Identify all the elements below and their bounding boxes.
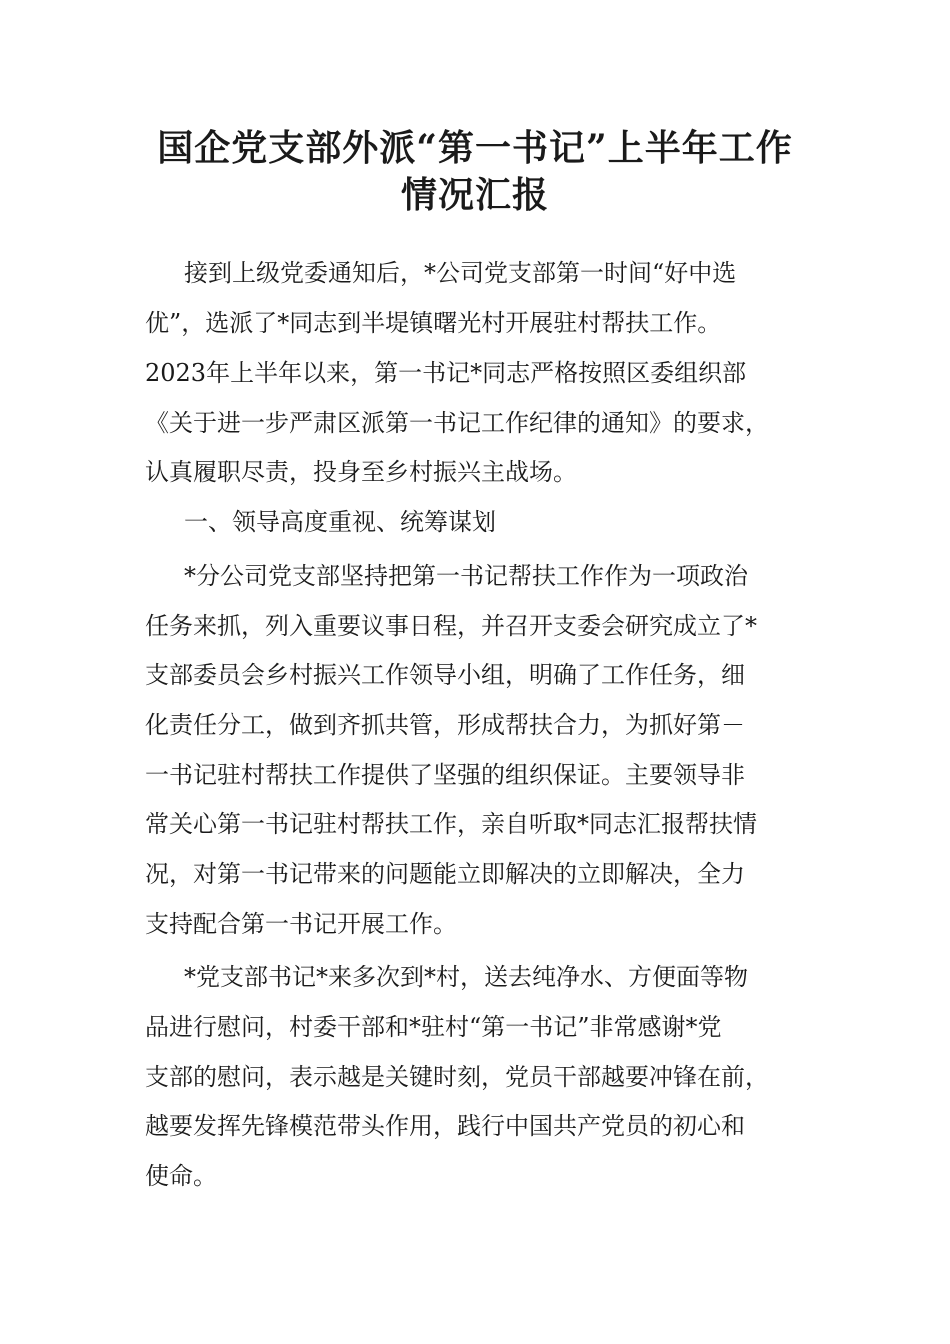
paragraph-1-line-2 bbox=[0, 298, 950, 348]
text-line: 常关心第一书记驻村帮扶工作，亲自听取*同志汇报帮扶情 bbox=[145, 810, 757, 838]
text-line: 化责任分工，做到齐抓共管，形成帮扶合力，为抓好第－ bbox=[145, 711, 745, 739]
text-line: 认真履职尽责，投身至乡村振兴主战场。 bbox=[145, 458, 577, 486]
paragraph-2-line-3 bbox=[0, 650, 950, 700]
section-heading-1 bbox=[0, 497, 950, 547]
paragraph-3-line-1 bbox=[0, 952, 950, 1002]
paragraph-3-line-5 bbox=[0, 1151, 950, 1201]
text-line: 品进行慰问，村委干部和*驻村“第一书记”非常感谢*党 bbox=[145, 1013, 722, 1041]
text-line: 使命。 bbox=[145, 1162, 217, 1190]
paragraph-2-line-4 bbox=[0, 700, 950, 750]
text-line: 支持配合第一书记开展工作。 bbox=[145, 910, 457, 938]
document-title-line-1: 国企党支部外派“第一书记”上半年工作 bbox=[157, 127, 793, 169]
paragraph-1-line-5 bbox=[0, 447, 950, 497]
document-title-line-2: 情况汇报 bbox=[400, 174, 549, 216]
text-line: 一书记驻村帮扶工作提供了坚强的组织保证。主要领导非 bbox=[145, 761, 745, 789]
paragraph-3-line-3 bbox=[0, 1052, 950, 1102]
text-line: 《关于进一步严肃区派第一书记工作纪律的通知》的要求， bbox=[145, 409, 769, 437]
paragraph-2-line-2 bbox=[0, 601, 950, 651]
text-line: 况，对第一书记带来的问题能立即解决的立即解决，全力 bbox=[145, 860, 745, 888]
text-line: 支部委员会乡村振兴工作领导小组，明确了工作任务，细 bbox=[145, 661, 745, 689]
paragraph-3-line-4 bbox=[0, 1101, 950, 1151]
text-line: 支部的慰问，表示越是关键时刻，党员干部越要冲锋在前， bbox=[145, 1063, 769, 1091]
paragraph-2-line-5 bbox=[0, 750, 950, 800]
paragraph-1-line-4 bbox=[0, 398, 950, 448]
text-line: 越要发挥先锋模范带头作用，践行中国共产党员的初心和 bbox=[145, 1112, 745, 1140]
paragraph-2-line-1 bbox=[0, 551, 950, 601]
paragraph-1-line-3 bbox=[0, 348, 950, 398]
section-heading-text: 一、领导高度重视、统筹谋划 bbox=[184, 508, 496, 536]
text-line: 任务来抓，列入重要议事日程，并召开支委会研究成立了* bbox=[145, 612, 757, 640]
text-line: *党支部书记*来多次到*村，送去纯净水、方便面等物 bbox=[184, 963, 748, 991]
text-line: *分公司党支部坚持把第一书记帮扶工作作为一项政治 bbox=[184, 562, 748, 590]
text-line: 优”，选派了*同志到半堤镇曙光村开展驻村帮扶工作。 bbox=[145, 309, 722, 337]
paragraph-3-line-2 bbox=[0, 1002, 950, 1052]
paragraph-2-line-6 bbox=[0, 799, 950, 849]
text-line: 2023年上半年以来，第一书记*同志严格按照区委组织部 bbox=[145, 359, 747, 387]
paragraph-1-line-1 bbox=[0, 248, 950, 298]
paragraph-2-line-8 bbox=[0, 899, 950, 949]
paragraph-2-line-7 bbox=[0, 849, 950, 899]
text-line: 接到上级党委通知后，*公司党支部第一时间“好中选 bbox=[184, 259, 737, 287]
